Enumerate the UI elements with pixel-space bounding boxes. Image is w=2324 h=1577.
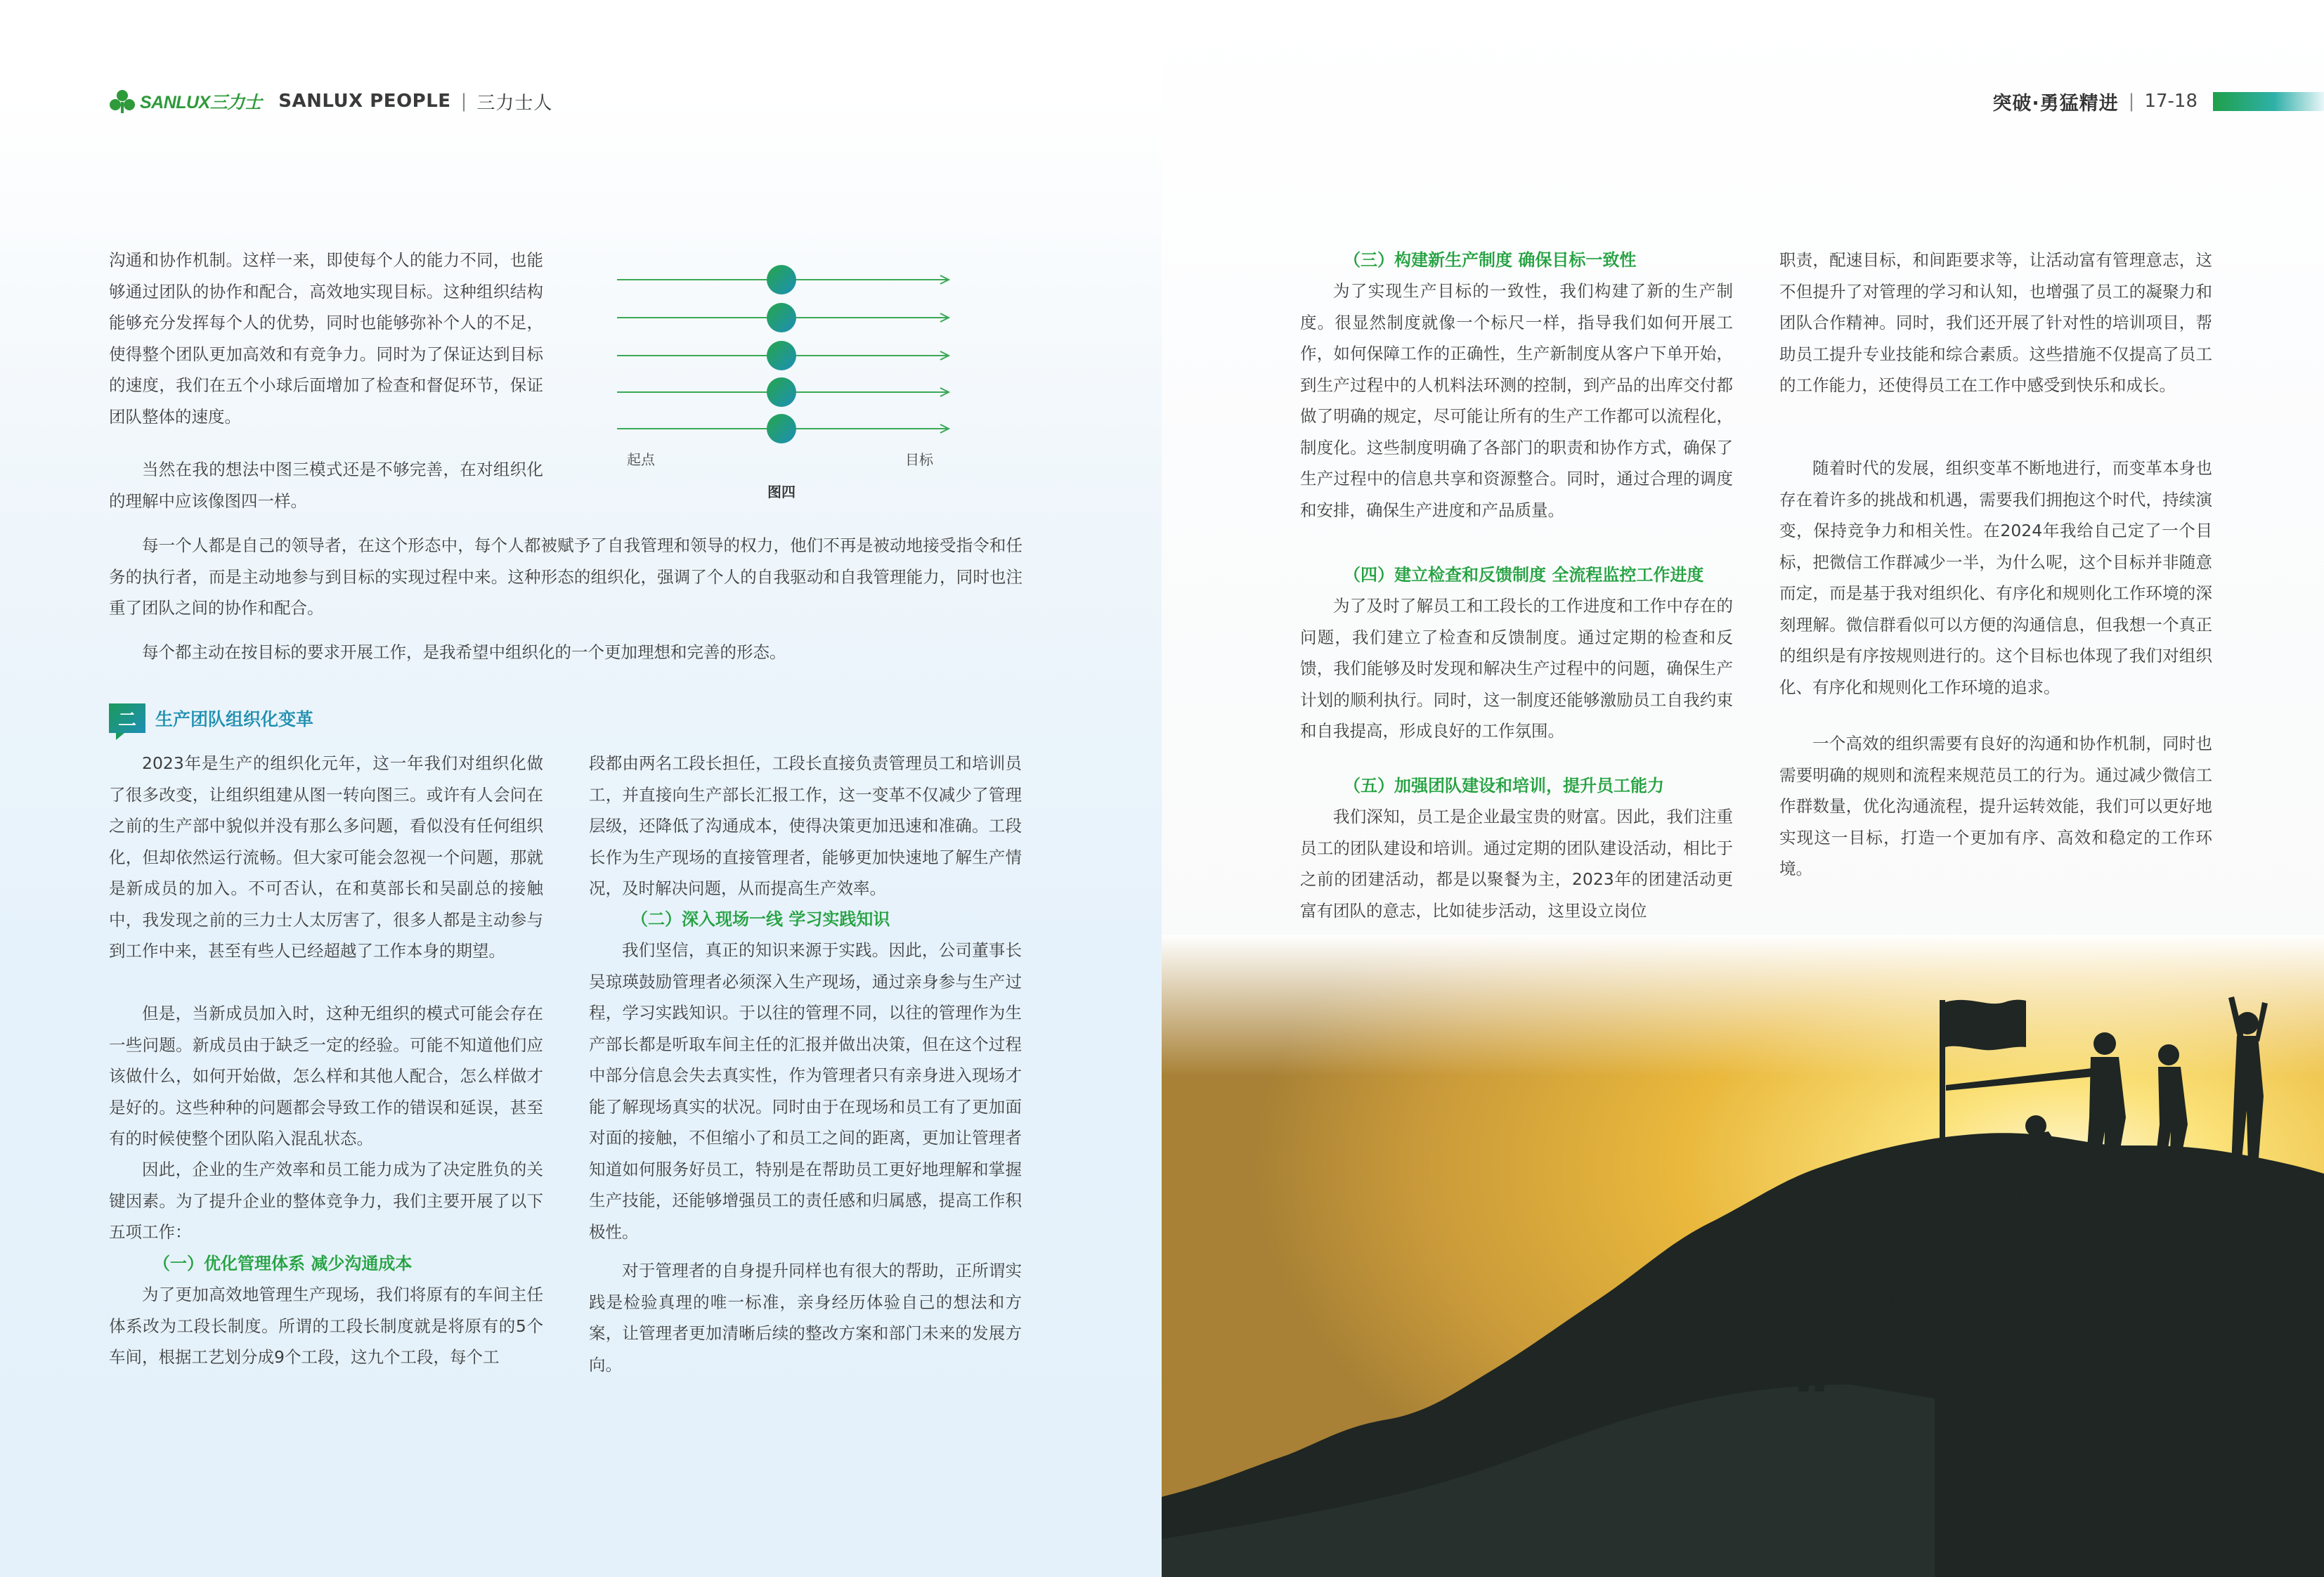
- col1-paragraph-1: 2023年是生产的组织化元年，这一年我们对组织化做了很多改变，让组织组建从图一转向图三。或许有人会问在之前的生产部中貌似并没有那么多问题，看似没有任何组织化，但却依然运行流畅。但大家可能会忽视一个问题，那就是新成员的加入。不可否认，在和莫部长和吴副总的接触中，我发现之前的三力士人太厉害了，很多人都是主动参与到工作中来，甚至有些人已经超越了工作本身的期望。: [109, 753, 543, 961]
- header-accent-bar: [2213, 92, 2324, 111]
- subheading-1: （一）优化管理体系 减少沟通成本: [153, 1254, 413, 1273]
- left-top-paragraph-1: 沟通和协作机制。这样一来，即使每个人的能力不同，也能够通过团队的协作和配合，高效地实现目标。这种组织结构能够充分发挥每个人的优势，同时也能够弥补个人的不足，使得整个团队更加高效和有竞争力。同时为了保证达到目标的速度，我们在五个小球后面增加了检查和督促环节，保证团队整体的速度。: [109, 250, 543, 427]
- rcol2-paragraph-3: 一个高效的组织需要有良好的沟通和协作机制，同时也需要明确的规则和流程来规范员工的行为。通过减少微信工作群数量，优化沟通流程，提升运转效能，我们可以更好地实现这一目标，打造一个更加有序、高效和稳定的工作环境。: [1779, 734, 2212, 878]
- clover-logo-icon: [109, 89, 136, 113]
- header-separator: |: [460, 91, 467, 112]
- arrow-row-4: [617, 377, 949, 407]
- rcol2-paragraph-1: 职责，配速目标，和间距要求等，让活动富有管理意志，这不但提升了对管理的学习和认知，也增强了员工的凝聚力和团队合作精神。同时，我们还开展了针对性的培训项目，帮助员工提升专业技能和综合素质。这些措施不仅提高了员工的工作能力，还使得员工在工作中感受到快乐和成长。: [1779, 250, 2212, 395]
- section-title: 突破·勇猛精进: [1992, 92, 2119, 115]
- subheading-3: （三）构建新生产制度 确保目标一致性: [1344, 250, 1637, 270]
- arrow-row-5: [617, 414, 949, 443]
- logo-text: SANLUX三力士: [140, 93, 262, 112]
- col2-paragraph-3: 对于管理者的自身提升同样也有很大的帮助，正所谓实践是检验真理的唯一标准，亲身经历体验自己的想法和方案，让管理者更加清晰后续的整改方案和部门未来的发展方向。: [589, 1261, 1022, 1375]
- rcol1-paragraph-1: 为了实现生产目标的一致性，我们构建了新的生产制度。很显然制度就像一个标尺一样，指导我们如何开展工作，如何保障工作的正确性，生产新制度从客户下单开始，到生产过程中的人机料法环测的控制，到产品的出库交付都做了明确的规定，尽可能让所有的生产工作都可以流程化，制度化。这些制度明确了各部门的职责和协作方式，确保了生产过程中的信息共享和资源整合。同时，通过合理的调度和安排，确保生产进度和产品质量。: [1300, 281, 1733, 520]
- rcol1-paragraph-3: 我们深知，员工是企业最宝贵的财富。因此，我们注重员工的团队建设和培训。通过定期的团队建设活动，相比于之前的团建活动，都是以聚餐为主，2023年的团建活动更富有团队的意志，比如徒步活动，这里设立岗位: [1300, 807, 1733, 921]
- left-top-paragraph-3: 每一个人都是自己的领导者，在这个形态中，每个人都被赋予了自我管理和领导的权力，他们不再是被动地接受指令和任务的执行者，而是主动地参与到目标的实现过程中来。这种形态的组织化，强调了个人的自我驱动和自我管理能力，同时也注重了团队之间的协作和配合。: [109, 536, 1023, 618]
- left-top-paragraph-4: 每个都主动在按目标的要求开展工作，是我希望中组织化的一个更加理想和完善的形态。: [142, 642, 786, 662]
- team-climbing-photo: [1162, 935, 2324, 1577]
- header-section: [1992, 87, 2324, 115]
- figure-start-label: 起点: [627, 451, 655, 468]
- rcol2-paragraph-2: 随着时代的发展，组织变革不断地进行，而变革本身也存在着许多的挑战和机遇，需要我们拥抱这个时代，持续演变，保持竞争力和相关性。在2024年我给自己定了一个目标，把微信工作群减少一半，为什么呢，这个目标并非随意而定，而是基于我对组织化、有序化和规则化工作环境的深刻理解。微信群看似可以方便的沟通信息，但我想一个真正的组织是有序按规则进行的。这个目标也体现了我们对组织化、有序化和规则化工作环境的追求。: [1779, 458, 2212, 697]
- rcol1-paragraph-2: 为了及时了解员工和工段长的工作进度和工作中存在的问题，我们建立了检查和反馈制度。通过定期的检查和反馈，我们能够及时发现和解决生产过程中的问题，确保生产计划的顺利执行。同时，这一制度还能够激励员工自我约束和自我提高，形成良好的工作氛围。: [1300, 596, 1733, 741]
- subheading-2: （二）深入现场一线 学习实践知识: [631, 909, 890, 929]
- brand-cn: 三力士人: [476, 92, 553, 114]
- figure-end-label: 目标: [905, 451, 933, 468]
- col2-paragraph-2: 我们坚信，真正的知识来源于实践。因此，公司董事长吴琼瑛鼓励管理者必须深入生产现场，通过亲身参与生产过程，学习实践知识。于以往的管理不同，以往的管理作为生产部长都是听取车间主任的汇报并做出决策，但在这个过程中部分信息会失去真实性，作为管理者只有亲身进入现场才能了解现场真实的状况。同时由于在现场和员工有了更加面对面的接触，不但缩小了和员工之间的距离，更加让管理者知道如何服务好员工，特别是在帮助员工更好地理解和掌握生产技能，还能够增强员工的责任感和归属感，提高工作积极性。: [589, 940, 1022, 1242]
- figure-caption: 图四: [767, 484, 796, 500]
- col2-paragraph-1: 段都由两名工段长担任，工段长直接负责管理员工和培训员工，并直接向生产部长汇报工作，这一变革不仅减少了管理层级，还降低了沟通成本，使得决策更加迅速和准确。工段长作为生产现场的直接管理者，能够更加快速地了解生产情况，及时解决问题，从而提高生产效率。: [589, 753, 1022, 898]
- col1-paragraph-3: 因此，企业的生产效率和员工能力成为了决定胜负的关键因素。为了提升企业的整体竞争力，我们主要开展了以下五项工作：: [109, 1160, 543, 1242]
- subheading-4: （四）建立检查和反馈制度 全流程监控工作进度: [1344, 565, 1704, 585]
- arrow-row-2: [617, 303, 949, 332]
- brand-people: SANLUX PEOPLE: [278, 91, 451, 112]
- section-number-badge: 二: [109, 703, 145, 733]
- arrow-row-1: [617, 265, 949, 294]
- col1-paragraph-2: 但是，当新成员加入时，这种无组织的模式可能会存在一些问题。新成员由于缺乏一定的经验。可能不知道他们应该做什么，如何开始做，怎么样和其他人配合，怎么样做才是好的。这些种种的问题都会导致工作的错误和延误，甚至有的时候使整个团队陷入混乱状态。: [109, 1004, 543, 1148]
- left-top-paragraph-2: 当然在我的想法中图三模式还是不够完善，在对组织化的理解中应该像图四一样。: [109, 460, 543, 511]
- page-numbers: 17-18: [2144, 91, 2198, 112]
- figure-four-svg: [611, 259, 956, 469]
- header-brand: [109, 87, 552, 115]
- arrow-row-3: [617, 341, 949, 370]
- figure-four-diagram: [611, 259, 956, 512]
- section-heading: [109, 703, 313, 734]
- header-separator-right: |: [2128, 91, 2135, 112]
- col1-paragraph-4: 为了更加高效地管理生产现场，我们将原有的车间主任体系改为工段长制度。所谓的工段长制度就是将原有的5个车间，根据工艺划分成9个工段，这九个工段，每个工: [109, 1285, 543, 1367]
- section-heading-title: 生产团队组织化变革: [155, 709, 314, 729]
- subheading-5: （五）加强团队建设和培训，提升员工能力: [1344, 776, 1664, 796]
